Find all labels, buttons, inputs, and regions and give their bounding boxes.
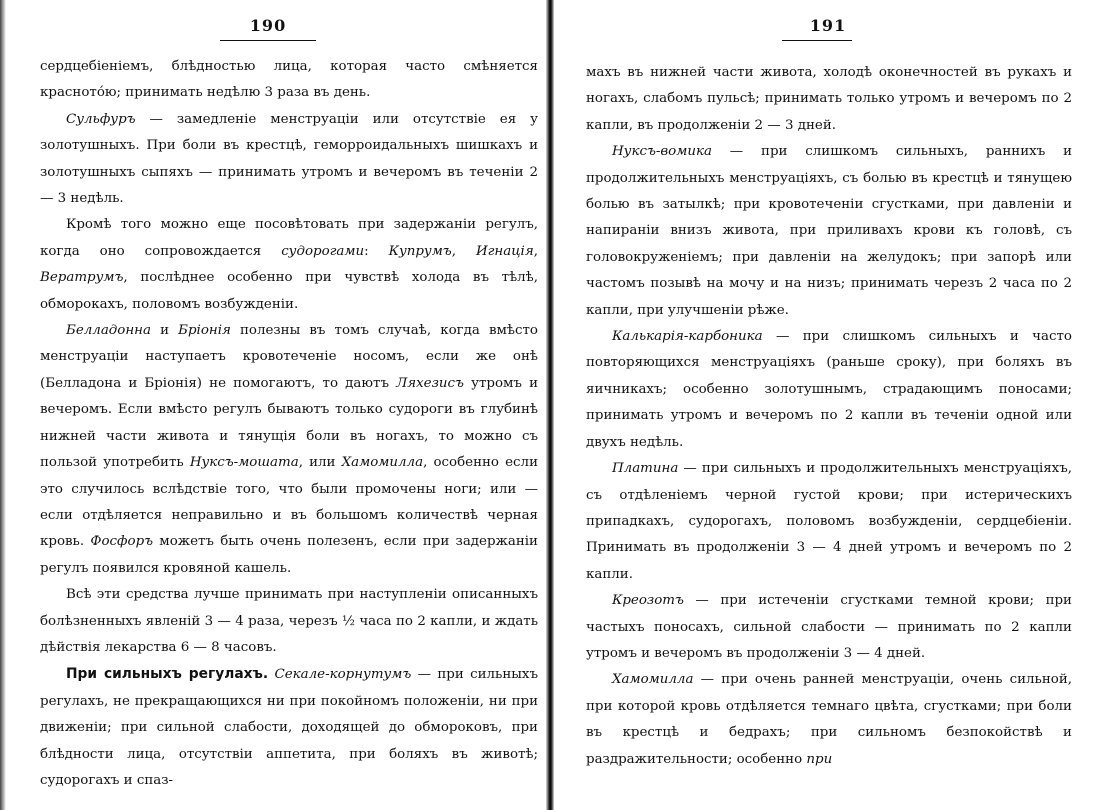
paragraph bbox=[586, 588, 1072, 667]
text-run: , особенно если это случилось вслѣдствіе того, что были промочены ноги; или — если отдѣляется неправильно и въ большомъ количествѣ черная кровь. bbox=[40, 455, 538, 550]
paragraph bbox=[586, 324, 1072, 456]
remedy-name: при bbox=[806, 751, 833, 767]
left-page bbox=[40, 0, 538, 810]
book-gutter bbox=[546, 0, 554, 810]
text-run: утромъ и вечеромъ. Если вмѣсто регулъ бываютъ только судороги въ глубинѣ нижней части живота и тянущія боли въ ногахъ, то можно съ пользой употребить bbox=[40, 375, 539, 471]
text-run: — при очень ранней менструаціи, очень сильной, при которой кровь отдѣляется темнаго цвѣта, сгустками; при боли въ крестцѣ и бедрахъ; при сильномъ безпокойствѣ и раздражительности; особенно bbox=[586, 672, 1072, 767]
text-run: можетъ быть очень полезенъ, если при задержаніи регулъ появился кровяной кашель. bbox=[40, 534, 538, 576]
text-run: , послѣднее особенно при чувствѣ холода въ тѣлѣ, обморокахъ, половомъ возбужденіи. bbox=[40, 270, 538, 312]
paragraph bbox=[40, 107, 538, 213]
text-run: , или bbox=[298, 455, 342, 471]
text-run: — при истеченіи сгустками темной крови; при частыхъ поносахъ, сильной слабости — принимать по 2 капли утромъ и вечеромъ въ продолженіи 3 — 4 дней. bbox=[586, 593, 1072, 661]
remedy-name: Вератрумъ bbox=[40, 270, 124, 286]
text-run: : bbox=[364, 243, 389, 259]
paragraph bbox=[586, 60, 1072, 139]
text-run: Кромѣ того можно еще посовѣтовать при задержаніи регулъ, когда оно сопровождается bbox=[40, 217, 538, 259]
remedy-name: Нуксъ-мошата bbox=[189, 455, 299, 471]
header-rule bbox=[220, 40, 316, 41]
text-run: махъ въ нижней части живота, холодѣ оконечностей въ рукахъ и ногахъ, слабомъ пульсѣ; принимать только утромъ и вечеромъ по 2 капли, въ продолженіи 2 — 3 дней. bbox=[586, 65, 1072, 133]
remedy-name: Секале-корнутумъ bbox=[274, 667, 412, 683]
page-text bbox=[586, 60, 1072, 773]
remedy-name: Платина bbox=[612, 461, 679, 477]
text-run: — замедленіе менструаціи или отсутствіе ея у золотушныхъ. При боли въ крестцѣ, геморроидальныхъ шишкахъ и золотушныхъ сыпяхъ — принимать утромъ и вечеромъ въ теченіи 2 — 3 недѣль. bbox=[40, 111, 538, 207]
paragraph bbox=[40, 661, 538, 794]
paragraph bbox=[586, 139, 1072, 324]
text-run: — при сильныхъ и продолжительныхъ менструаціяхъ, съ отдѣленіемъ черной густой крови; при истерическихъ припадкахъ, судорогахъ, половомъ возбужденіи, сердцебіеніи. Принимать въ продолженіи 3 — 4 дней утромъ и вечеромъ по 2 капли. bbox=[586, 461, 1072, 582]
text-run: , bbox=[451, 243, 476, 259]
page-number: 190 bbox=[249, 16, 287, 35]
paragraph bbox=[586, 667, 1072, 773]
paragraph bbox=[40, 318, 538, 582]
remedy-name: Бріонія bbox=[178, 323, 231, 339]
page-text bbox=[40, 54, 538, 794]
remedy-name: Фосфоръ bbox=[90, 534, 154, 550]
paragraph bbox=[40, 54, 538, 107]
remedy-name: Ляхезисъ bbox=[396, 375, 464, 391]
paragraph bbox=[586, 456, 1072, 588]
text-run: — при слишкомъ сильныхъ и часто повторяющихся менструаціяхъ (раньше сроку), при боляхъ въ яичникахъ; особенно золотушнымъ, страдающимъ поносами; принимать утромъ и вечеромъ по 2 капли въ теченіи одной или двухъ недѣль. bbox=[586, 329, 1072, 450]
text-run: и bbox=[150, 323, 179, 339]
text-run: — при сильныхъ регулахъ, не прекращающихся ни при покойномъ положеніи, ни при движеніи; при сильной слабости, доходящей до обмороковъ, при блѣдности лица, отсутствіи аппетита, при боляхъ въ животѣ; судорогахъ и спаз- bbox=[40, 667, 538, 788]
text-run: полезны въ томъ случаѣ, когда вмѣсто менструаціи наступаетъ кровотеченіе носомъ, если же онѣ (Белладона и Бріонія) не помогаютъ, то даютъ bbox=[40, 323, 538, 391]
remedy-name: Нуксъ-вомика bbox=[612, 144, 712, 160]
remedy-name: Хамомилла bbox=[341, 455, 424, 471]
paragraph bbox=[40, 582, 538, 661]
remedy-name: Сульфуръ bbox=[66, 111, 136, 127]
paragraph bbox=[40, 212, 538, 318]
remedy-name: Креозотъ bbox=[612, 593, 684, 609]
right-page bbox=[586, 0, 1072, 810]
text-run: , bbox=[533, 243, 538, 259]
header-rule bbox=[782, 40, 852, 41]
text-run: — при слишкомъ сильныхъ, раннихъ и продолжительныхъ менструаціяхъ, съ болью въ крестцѣ и тянущею болью въ затылкѣ; при кровотеченіи сгустками, при давленіи и напираніи внизъ живота, при приливахъ крови къ головѣ, съ головокруженіемъ; при давленіи на желудокъ; при запорѣ или частомъ позывѣ на мочу и на низъ; принимать черезъ 2 часа по 2 капли, при улучшеніи рѣже. bbox=[586, 144, 1072, 318]
remedy-name: судорогами bbox=[281, 243, 365, 259]
text-run: Всѣ эти средства лучше принимать при наступленіи описанныхъ болѣзненныхъ явленій 3 — 4 раза, черезъ ½ часа по 2 капли, и ждать дѣйствія лекарства 6 — 8 часовъ. bbox=[40, 587, 538, 655]
remedy-name: Белладонна bbox=[66, 323, 151, 339]
section-heading: При сильныхъ регулахъ. bbox=[66, 666, 269, 683]
page-number: 191 bbox=[809, 16, 847, 35]
remedy-name: Купрумъ bbox=[388, 243, 452, 259]
remedy-name: Калькарія-карбоника bbox=[612, 329, 763, 345]
remedy-name: Хамомилла bbox=[612, 672, 694, 688]
text-run: сердцебіеніемъ, блѣдностью лица, которая часто смѣняется красното́ю; принимать недѣлю 3 раза въ день. bbox=[40, 59, 538, 101]
remedy-name: Игнація bbox=[475, 243, 534, 259]
page-edge-shadow bbox=[0, 0, 6, 810]
